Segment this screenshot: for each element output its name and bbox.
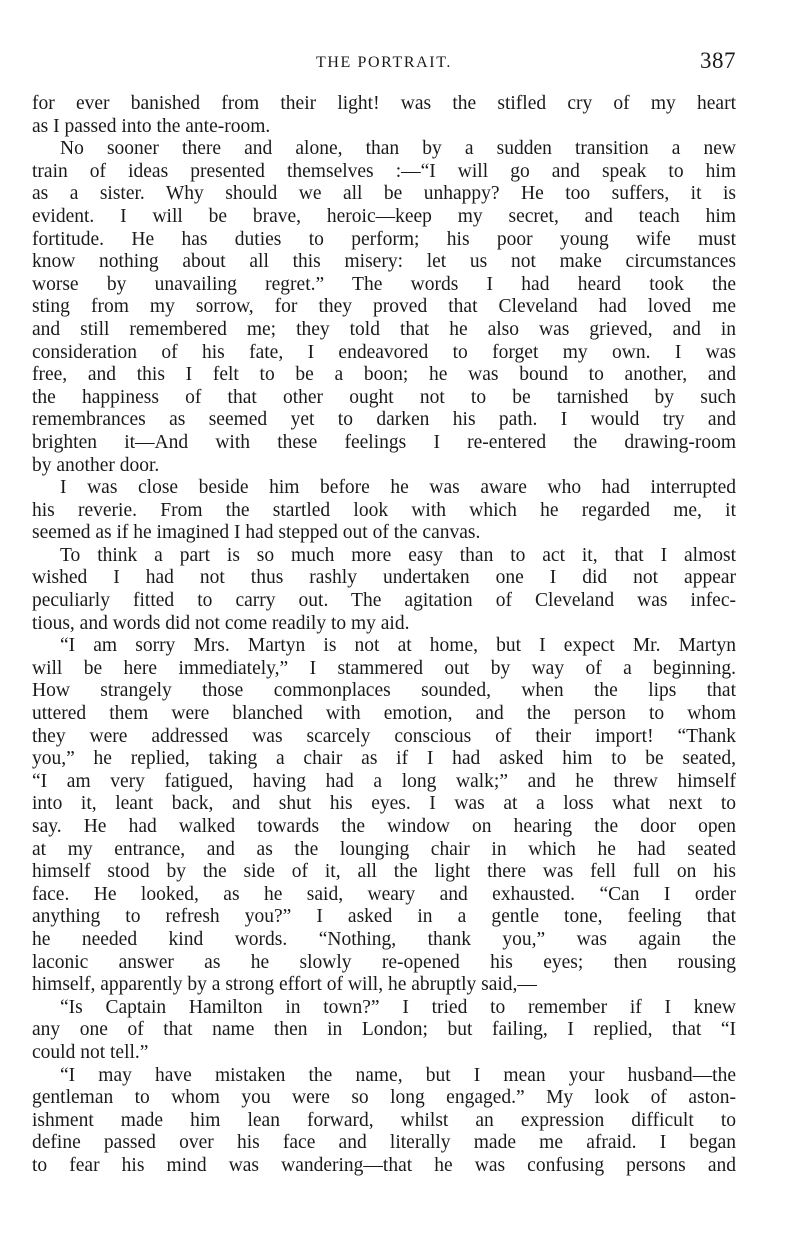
text-line: worse by unavailing regret.” The words I had heard took the [32,273,736,295]
text-line: “I am very fatigued, having had a long walk;” and he threw himself [32,770,736,792]
text-line: uttered them were blanched with emotion, and the person to whom [32,703,736,725]
text-line: know nothing about all this misery: let us not make circumstances [32,251,736,273]
text-line: I was close beside him before he was aware who had interrupted [60,477,736,499]
text-line: ishment made him lean forward, whilst an expression difficult to [32,1109,736,1131]
text-line: To think a part is so much more easy than to act it, that I almost [60,544,736,566]
text-line: wished I had not thus rashly undertaken one I did not appear [32,567,736,589]
text-line: himself stood by the side of it, all the light there was fell full on his [32,861,736,883]
text-line: seemed as if he imagined I had stepped out of the canvas. [32,522,481,544]
text-line: “Is Captain Hamilton in town?” I tried to remember if I knew [60,996,736,1018]
text-line: at my entrance, and as the lounging chair in which he had seated [32,838,736,860]
text-line: his reverie. From the startled look with which he regarded me, it [32,499,736,521]
page-number: 387 [700,48,736,73]
text-line: sting from my sorrow, for they proved that Cleveland had loved me [32,296,736,318]
text-line: could not tell.” [32,1041,149,1063]
text-line: he needed kind words. “Nothing, thank you,” was again the [32,928,736,950]
text-line: gentleman to whom you were so long engaged.” My look of aston- [32,1087,736,1109]
text-line: into it, leant back, and shut his eyes. I was at a loss what next to [32,793,736,815]
text-line: brighten it—And with these feelings I re-entered the drawing-room [32,431,736,453]
text-line: they were addressed was scarcely conscious of their import! “Thank [32,725,736,747]
text-line: fortitude. He has duties to perform; his poor young wife must [32,228,736,250]
text-line: peculiarly fitted to carry out. The agitation of Cleveland was infec- [32,590,736,612]
text-line: and still remembered me; they told that he also was grieved, and in [32,318,736,340]
running-head: THE PORTRAIT. [316,54,452,71]
text-line: the happiness of that other ought not to be tarnished by such [32,386,736,408]
text-line: evident. I will be brave, heroic—keep my secret, and teach him [32,205,736,227]
body-text [32,93,736,1178]
text-line: will be here immediately,” I stammered out by way of a beginning. [32,657,736,679]
text-line: free, and this I felt to be a boon; he was bound to another, and [32,364,736,386]
text-line: say. He had walked towards the window on hearing the door open [32,816,736,837]
text-line: for ever banished from their light! was the stifled cry of my heart [32,93,736,114]
text-line: “I am sorry Mrs. Martyn is not at home, but I expect Mr. Martyn [60,635,736,657]
text-line: face. He looked, as he said, weary and exhausted. “Can I order [32,883,736,905]
text-line: as I passed into the ante-room. [32,115,271,137]
page-header [32,50,736,76]
text-line: remembrances as seemed yet to darken his path. I would try and [32,409,736,431]
text-line: any one of that name then in London; but failing, I replied, that “I [32,1019,736,1041]
text-line: “I may have mistaken the name, but I mean your husband—the [60,1064,736,1086]
text-line: How strangely those commonplaces sounded, when the lips that [32,680,736,702]
text-line: himself, apparently by a strong effort of will, he abruptly said,— [32,974,537,996]
text-line: tious, and words did not come readily to my aid. [32,612,410,634]
text-line: train of ideas presented themselves :—“I will go and speak to him [32,160,736,182]
text-line: laconic answer as he slowly re-opened his eyes; then rousing [32,951,736,973]
text-line: you,” he replied, taking a chair as if I had asked him to be seated, [32,748,736,770]
text-line: as a sister. Why should we all be unhappy? He too suffers, it is [32,183,736,205]
text-line: consideration of his fate, I endeavored to forget my own. I was [32,341,736,363]
text-line: No sooner there and alone, than by a sudden transition a new [60,138,736,160]
text-line: to fear his mind was wandering—that he was confusing persons and [32,1154,736,1176]
text-line: by another door. [32,454,160,476]
text-line: define passed over his face and literally made me afraid. I began [32,1132,736,1154]
text-line: anything to refresh you?” I asked in a gentle tone, feeling that [32,906,736,928]
